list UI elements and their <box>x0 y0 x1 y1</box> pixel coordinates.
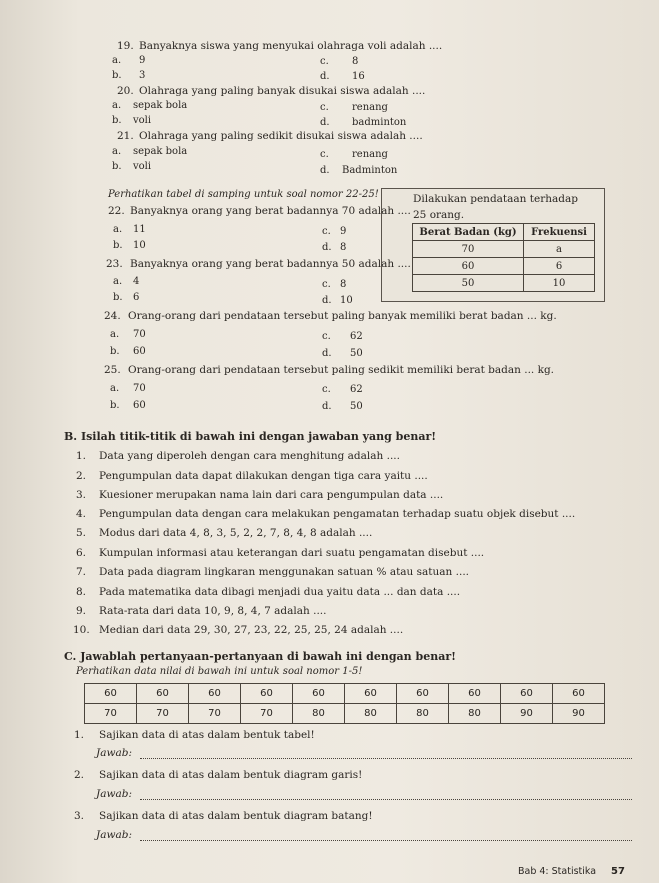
box-caption-line1: Dilakukan pendataan terhadap <box>413 193 578 205</box>
q20-text: Olahraga yang paling banyak disukai siswa adalah .... <box>139 85 426 97</box>
freq-header-weight: Berat Badan (kg) <box>413 224 524 241</box>
q24-option-a: 70 <box>133 329 146 340</box>
score-data-table <box>84 683 605 724</box>
q21-option-d-letter: d. <box>320 165 330 176</box>
table-row <box>85 684 605 704</box>
b-item-text: Pengumpulan data dengan cara melakukan pengamatan terhadap suatu objek disebut .... <box>99 508 576 520</box>
q25-option-a: 70 <box>133 383 146 394</box>
table-row <box>413 258 595 275</box>
q21-option-b: voli <box>133 161 152 172</box>
q23-option-a: 4 <box>133 276 140 287</box>
q20-option-b: voli <box>133 115 152 126</box>
b-item-number: 7. <box>76 566 87 578</box>
b-item-text: Median dari data 29, 30, 27, 23, 22, 25, 25, 24 adalah .... <box>99 624 404 636</box>
freq-cell: 6 <box>524 258 595 275</box>
b-item-number: 1. <box>76 450 87 462</box>
q19-option-c-letter: c. <box>320 56 329 67</box>
q19-option-c: 8 <box>352 56 359 67</box>
b-item-text: Kumpulan informasi atau keterangan dari suatu pengamatan disebut .... <box>99 547 485 559</box>
data-cell: 90 <box>553 704 605 724</box>
q24-option-b-letter: b. <box>110 346 120 357</box>
data-cell: 70 <box>137 704 189 724</box>
freq-cell: 70 <box>413 241 524 258</box>
q23-option-b: 6 <box>133 292 140 303</box>
q21-option-a-letter: a. <box>112 146 122 157</box>
freq-cell: 60 <box>413 258 524 275</box>
q22-text: Banyaknya orang yang berat badannya 70 adalah .... <box>130 205 411 217</box>
frequency-table <box>412 223 595 292</box>
q23-text: Banyaknya orang yang berat badannya 50 adalah .... <box>130 258 411 270</box>
q19-number: 19. <box>117 40 134 52</box>
b-item-number: 10. <box>73 624 90 636</box>
q23-option-b-letter: b. <box>113 292 123 303</box>
page-number: 57 <box>611 866 625 877</box>
q23-option-c: 8 <box>340 279 347 290</box>
q24-option-d-letter: d. <box>322 348 332 359</box>
q20-option-a-letter: a. <box>112 100 122 111</box>
data-cell: 60 <box>137 684 189 704</box>
data-cell: 70 <box>85 704 137 724</box>
q21-text: Olahraga yang paling sedikit disukai siswa adalah .... <box>139 130 423 142</box>
data-cell: 60 <box>553 684 605 704</box>
q22-option-a-letter: a. <box>113 224 123 235</box>
q22-option-a: 11 <box>133 224 146 235</box>
table-row <box>85 704 605 724</box>
b-item-text: Modus dari data 4, 8, 3, 5, 2, 2, 7, 8, 4, 8 adalah .... <box>99 527 373 539</box>
q21-option-b-letter: b. <box>112 161 122 172</box>
b-item-text: Kuesioner merupakan nama lain dari cara pengumpulan data .... <box>99 489 444 501</box>
c-answer-label: Jawab: <box>96 788 132 800</box>
section-c-intro: Perhatikan data nilai di bawah ini untuk soal nomor 1-5! <box>76 666 363 677</box>
data-cell: 60 <box>241 684 293 704</box>
box-caption-line2: 25 orang. <box>413 209 465 221</box>
table-row <box>413 275 595 292</box>
data-cell: 60 <box>85 684 137 704</box>
q25-option-a-letter: a. <box>110 383 120 394</box>
q24-option-a-letter: a. <box>110 329 120 340</box>
q24-option-b: 60 <box>133 346 146 357</box>
answer-line[interactable] <box>140 840 632 841</box>
freq-header-frequency: Frekuensi <box>524 224 595 241</box>
chapter-footer: Bab 4: Statistika <box>518 866 597 877</box>
q20-option-d-letter: d. <box>320 117 330 128</box>
data-cell: 80 <box>345 704 397 724</box>
q25-number: 25. <box>104 364 121 376</box>
c-answer-label: Jawab: <box>96 747 132 759</box>
q25-option-c: 62 <box>350 384 363 395</box>
intro-22-25: Perhatikan tabel di samping untuk soal nomor 22-25! <box>108 189 379 200</box>
c-item-number: 3. <box>74 810 85 822</box>
data-cell: 60 <box>345 684 397 704</box>
data-cell: 70 <box>189 704 241 724</box>
q21-number: 21. <box>117 130 134 142</box>
q20-option-c: renang <box>352 102 388 113</box>
q20-option-a: sepak bola <box>133 100 188 111</box>
b-item-number: 9. <box>76 605 87 617</box>
b-item-text: Pengumpulan data dapat dilakukan dengan tiga cara yaitu .... <box>99 470 428 482</box>
b-item-number: 3. <box>76 489 87 501</box>
q24-option-c-letter: c. <box>322 331 331 342</box>
freq-cell: 50 <box>413 275 524 292</box>
b-item-number: 6. <box>76 547 87 559</box>
data-cell: 80 <box>397 704 449 724</box>
q25-option-d-letter: d. <box>322 401 332 412</box>
c-answer-label: Jawab: <box>96 829 132 841</box>
b-item-text: Data pada diagram lingkaran menggunakan satuan % atau satuan .... <box>99 566 470 578</box>
c-item-number: 1. <box>74 729 85 741</box>
b-item-number: 4. <box>76 508 87 520</box>
q22-option-d-letter: d. <box>322 242 332 253</box>
q23-number: 23. <box>106 258 123 270</box>
b-item-text: Pada matematika data dibagi menjadi dua yaitu data ... dan data .... <box>99 586 461 598</box>
data-cell: 60 <box>189 684 241 704</box>
q24-number: 24. <box>104 310 121 322</box>
data-cell: 60 <box>501 684 553 704</box>
q23-option-a-letter: a. <box>113 276 123 287</box>
q19-option-b: 3 <box>139 70 146 81</box>
c-item-text: Sajikan data di atas dalam bentuk diagram batang! <box>99 810 373 822</box>
q20-option-d: badminton <box>352 117 407 128</box>
q25-text: Orang-orang dari pendataan tersebut paling sedikit memiliki berat badan ... kg. <box>128 364 554 376</box>
q21-option-c-letter: c. <box>320 149 329 160</box>
q20-option-c-letter: c. <box>320 102 329 113</box>
c-item-text: Sajikan data di atas dalam bentuk tabel! <box>99 729 315 741</box>
answer-line[interactable] <box>140 799 632 800</box>
q22-option-b-letter: b. <box>113 240 123 251</box>
section-c-title: C. Jawablah pertanyaan-pertanyaan di bawah ini dengan benar! <box>64 650 456 663</box>
data-cell: 70 <box>241 704 293 724</box>
q25-option-b-letter: b. <box>110 400 120 411</box>
q24-option-c: 62 <box>350 331 363 342</box>
q19-option-d: 16 <box>352 71 365 82</box>
q19-option-d-letter: d. <box>320 71 330 82</box>
freq-cell: 10 <box>524 275 595 292</box>
freq-cell: a <box>524 241 595 258</box>
data-cell: 80 <box>449 704 501 724</box>
c-item-number: 2. <box>74 769 85 781</box>
b-item-number: 8. <box>76 586 87 598</box>
data-cell: 60 <box>449 684 501 704</box>
data-cell: 60 <box>293 684 345 704</box>
q19-option-b-letter: b. <box>112 70 122 81</box>
q21-option-d: Badminton <box>342 165 398 176</box>
q20-number: 20. <box>117 85 134 97</box>
b-item-text: Data yang diperoleh dengan cara menghitung adalah .... <box>99 450 400 462</box>
q23-option-c-letter: c. <box>322 279 331 290</box>
table-row <box>413 241 595 258</box>
q19-text: Banyaknya siswa yang menyukai olahraga voli adalah .... <box>139 40 443 52</box>
q25-option-b: 60 <box>133 400 146 411</box>
c-item-text: Sajikan data di atas dalam bentuk diagram garis! <box>99 769 363 781</box>
q19-option-a-letter: a. <box>112 55 122 66</box>
answer-line[interactable] <box>140 758 632 759</box>
data-cell: 90 <box>501 704 553 724</box>
q22-option-c: 9 <box>340 226 347 237</box>
q22-number: 22. <box>108 205 125 217</box>
q20-option-b-letter: b. <box>112 115 122 126</box>
q22-option-c-letter: c. <box>322 226 331 237</box>
q22-option-d: 8 <box>340 242 347 253</box>
b-item-number: 2. <box>76 470 87 482</box>
q19-option-a: 9 <box>139 55 146 66</box>
data-cell: 80 <box>293 704 345 724</box>
q23-option-d-letter: d. <box>322 295 332 306</box>
b-item-text: Rata-rata dari data 10, 9, 8, 4, 7 adalah .... <box>99 605 327 617</box>
q25-option-c-letter: c. <box>322 384 331 395</box>
b-item-number: 5. <box>76 527 87 539</box>
q21-option-a: sepak bola <box>133 146 188 157</box>
q23-option-d: 10 <box>340 295 353 306</box>
data-cell: 60 <box>397 684 449 704</box>
q21-option-c: renang <box>352 149 388 160</box>
q25-option-d: 50 <box>350 401 363 412</box>
q24-text: Orang-orang dari pendataan tersebut paling banyak memiliki berat badan ... kg. <box>128 310 557 322</box>
q24-option-d: 50 <box>350 348 363 359</box>
q22-option-b: 10 <box>133 240 146 251</box>
section-b-title: B. Isilah titik-titik di bawah ini dengan jawaban yang benar! <box>64 430 437 443</box>
